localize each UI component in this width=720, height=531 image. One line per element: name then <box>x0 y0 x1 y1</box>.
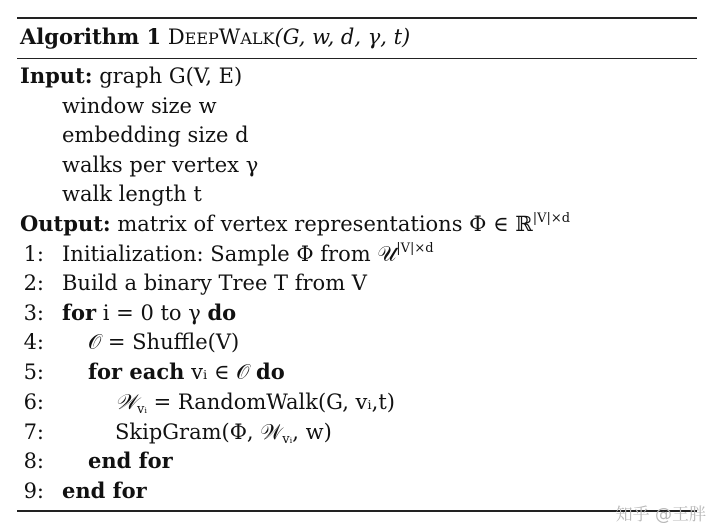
watermark: 知乎 @王胖 <box>615 505 706 525</box>
output-superscript: |V|×d <box>532 211 571 226</box>
output-text: matrix of vertex representations Φ ∈ ℝ <box>117 212 533 236</box>
header-rule <box>17 58 697 59</box>
top-rule <box>17 17 697 19</box>
algorithm-params: (G, w, d, γ, t) <box>274 25 411 49</box>
algorithm-name: DEEPWALK <box>167 25 275 49</box>
algorithm-label: Algorithm 1 <box>20 24 162 49</box>
bottom-rule <box>17 510 697 512</box>
input-keyword: Input: <box>20 63 93 88</box>
output-keyword: Output: <box>20 211 111 236</box>
input-graph: graph G(V, E) <box>99 64 243 88</box>
